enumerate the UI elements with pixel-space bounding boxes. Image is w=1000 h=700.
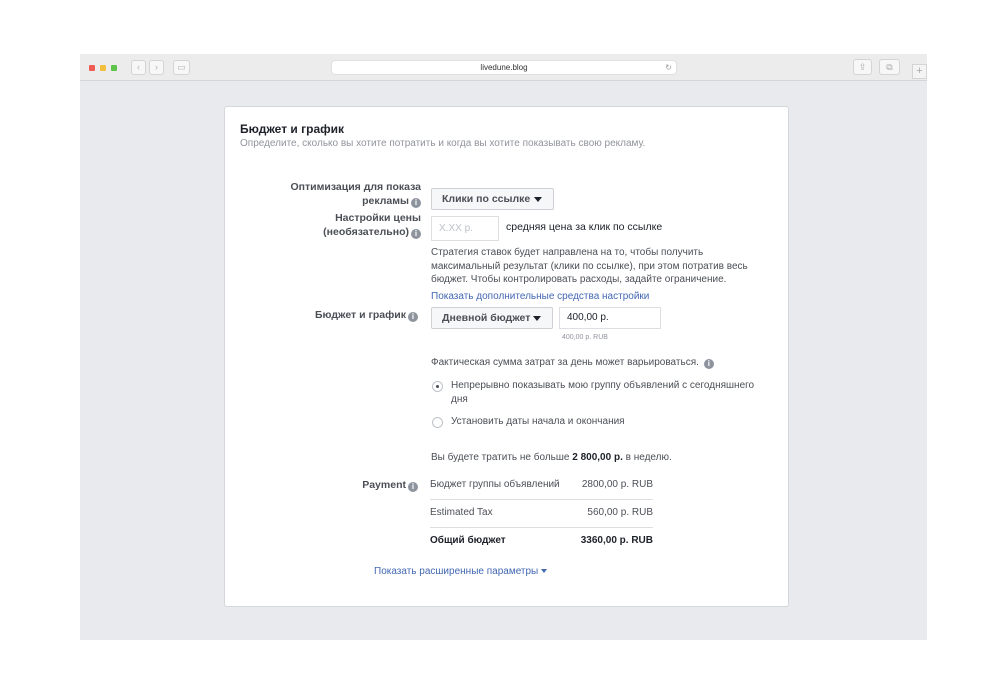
- payment-label: Payment i: [265, 478, 418, 492]
- schedule-continuous-radio[interactable]: [432, 381, 443, 392]
- optimization-value: Клики по ссылке: [442, 193, 531, 205]
- bid-cap-input[interactable]: X.XX р.: [431, 216, 499, 241]
- info-icon[interactable]: i: [704, 359, 714, 369]
- info-icon[interactable]: i: [408, 482, 418, 492]
- browser-toolbar: [80, 54, 927, 81]
- advanced-options-link[interactable]: Показать расширенные параметры: [374, 566, 547, 577]
- payment-row: [430, 479, 653, 507]
- optimization-dropdown[interactable]: [431, 188, 554, 210]
- price-settings-label: Настройки цены (необязательно) i: [323, 212, 421, 238]
- caret-down-icon: [541, 569, 547, 573]
- share-button[interactable]: ⇪: [853, 59, 872, 75]
- info-icon[interactable]: i: [411, 198, 421, 208]
- sidebar-toggle-button[interactable]: ▭: [173, 60, 190, 75]
- budget-type-dropdown[interactable]: [431, 307, 553, 329]
- info-icon[interactable]: i: [411, 229, 421, 239]
- schedule-dates-radio[interactable]: [432, 417, 443, 428]
- payment-row-value: 560,00 р. RUB: [587, 507, 653, 518]
- section-title: Бюджет и график: [240, 122, 345, 136]
- more-settings-link[interactable]: Показать дополнительные средства настройки: [431, 291, 650, 302]
- new-tab-button[interactable]: +: [912, 64, 927, 79]
- schedule-continuous-label: Непрерывно показывать мою группу объявлений с сегодняшнего дня: [451, 380, 755, 405]
- optimization-label: Оптимизация для показа рекламы i: [290, 181, 421, 207]
- divider: [430, 499, 653, 500]
- budget-amount-input[interactable]: 400,00 р.: [559, 307, 661, 329]
- address-bar[interactable]: [331, 60, 677, 75]
- close-window-button[interactable]: [89, 65, 95, 71]
- payment-row-name: Estimated Tax: [430, 507, 493, 518]
- payment-row-value: 2800,00 р. RUB: [581, 479, 653, 490]
- back-button[interactable]: ‹: [131, 60, 146, 75]
- bid-strategy-text: Стратегия ставок будет направлена на то, чтобы получить максимальный результат (клики по ссылке), при этом потратив весь бюджет. Чтобы контролировать расходы, задайте ограничение.: [431, 247, 748, 285]
- payment-row-value: 3360,00 р. RUB: [580, 535, 653, 546]
- budget-label: Бюджет и график i: [265, 308, 418, 322]
- url-text: livedune.blog: [480, 63, 528, 72]
- caret-down-icon: [534, 197, 542, 202]
- payment-total-row: [430, 535, 653, 563]
- info-icon[interactable]: i: [408, 312, 418, 322]
- forward-button[interactable]: ›: [149, 60, 164, 75]
- zoom-window-button[interactable]: [111, 65, 117, 71]
- budget-type-value: Дневной бюджет: [442, 312, 531, 324]
- bid-cap-suffix: средняя цена за клик по ссылке: [506, 221, 663, 233]
- payment-row: [430, 507, 653, 535]
- caret-down-icon: [533, 316, 541, 321]
- budget-amount-hint: 400,00 р. RUB: [562, 334, 608, 341]
- schedule-dates-label: Установить даты начала и окончания: [451, 416, 625, 427]
- section-subtitle: Определите, сколько вы хотите потратить и когда вы хотите показывать свою рекламу.: [240, 138, 646, 149]
- show-tabs-button[interactable]: ⧉: [879, 59, 900, 75]
- divider: [430, 527, 653, 528]
- minimize-window-button[interactable]: [100, 65, 106, 71]
- weekly-spend-amount: 2 800,00 р.: [572, 452, 623, 463]
- payment-row-name: Общий бюджет: [430, 535, 506, 546]
- budget-schedule-card: [224, 106, 789, 607]
- budget-variance-note: Фактическая сумма затрат за день может варьироваться. i: [431, 356, 714, 370]
- reload-icon[interactable]: ↻: [665, 63, 672, 72]
- payment-row-name: Бюджет группы объявлений: [430, 479, 560, 490]
- weekly-spend-text: Вы будете тратить не больше 2 800,00 р. в неделю.: [431, 452, 672, 463]
